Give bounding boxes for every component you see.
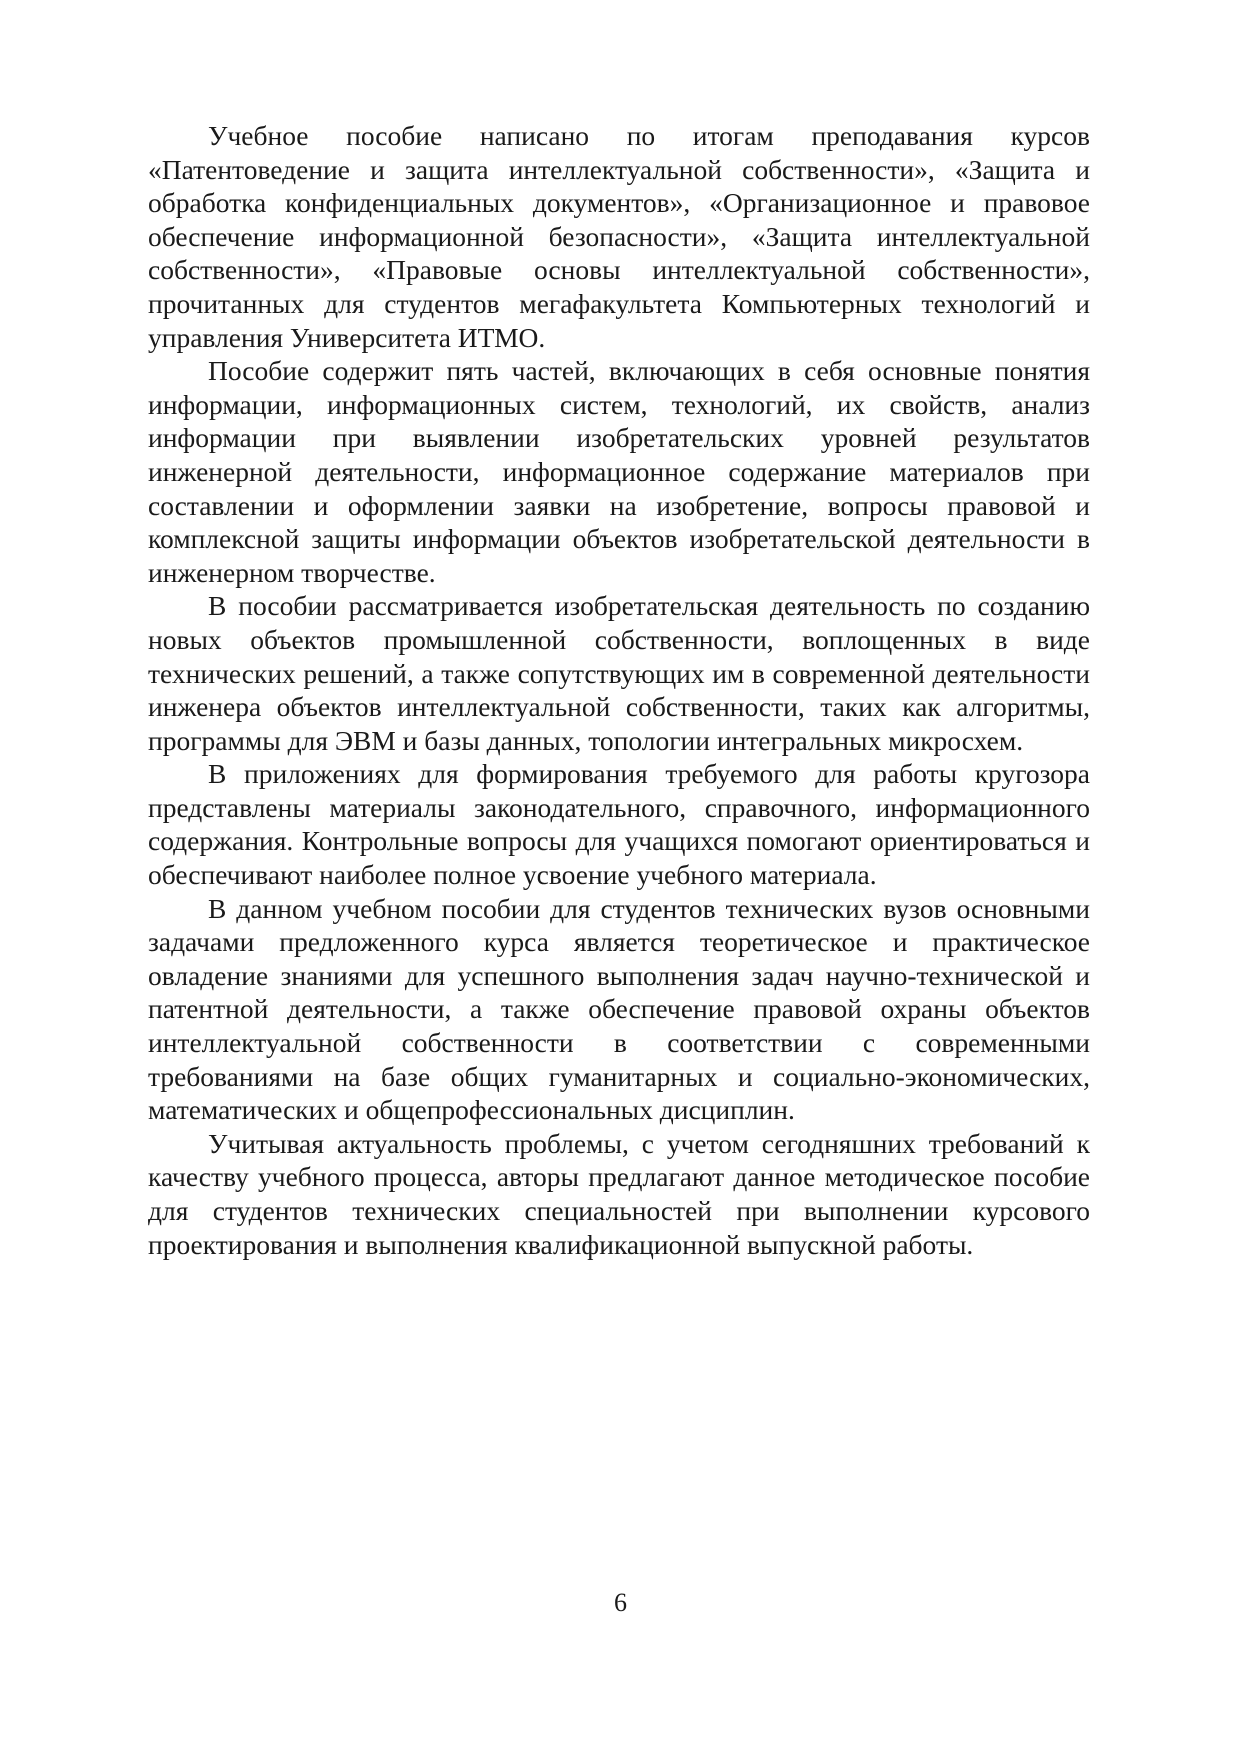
paragraph-5: В данном учебном пособии для студентов технических вузов основными задачами предложенного курса является теоретическое и практическое овладение знаниями для успешного выполнения задач научно-технической и патентной деятельности, а также обеспечение правовой охраны объектов интеллектуальной собственности в соответствии с современными требованиями на базе общих гуманитарных и социально-экономических, математических и общепрофессиональных дисциплин. — [148, 892, 1090, 1126]
paragraph-6: Учитывая актуальность проблемы, с учетом сегодняшних требований к качеству учебного процесса, авторы предлагают данное методическое пособие для студентов технических специальностей при выполнении курсового проектирования и выполнения квалификационной выпускной работы. — [148, 1127, 1090, 1260]
paragraph-2: Пособие содержит пять частей, включающих в себя основные понятия информации, информационных систем, технологий, их свойств, анализ информации при выявлении изобретательских уровней результатов инженерной деятельности, информационное содержание материалов при составлении и оформлении заявки на изобретение, вопросы правовой и комплексной защиты информации объектов изобретательской деятельности в инженерном творчестве. — [148, 355, 1090, 588]
paragraph-3: В пособии рассматривается изобретательская деятельность по созданию новых объектов промышленной собственности, воплощенных в виде технических решений, а также сопутствующих им в современной деятельности инженера объектов интеллектуальной собственности, таких как алгоритмы, программы для ЭВМ и базы данных, топологии интегральных микросхем. — [148, 590, 1090, 756]
page-number: 6 — [614, 1588, 627, 1617]
paragraph-1: Учебное пособие написано по итогам преподавания курсов «Патентоведение и защита интеллектуальной собственности», «Защита и обработка конфиденциальных документов», «Организационное и правовое обеспечение информационной безопасности», «Защита интеллектуальной собственности», «Правовые основы интеллектуальной собственности», прочитанных для студентов мегафакультета Компьютерных технологий и управления Университета ИТМО. — [148, 120, 1090, 353]
body-text — [148, 119, 1090, 1261]
paragraph-4: В приложениях для формирования требуемого для работы кругозора представлены материалы законодательного, справочного, информационного содержания. Контрольные вопросы для учащихся помогают ориентироваться и обеспечивают наиболее полное усвоение учебного материала. — [148, 758, 1090, 891]
